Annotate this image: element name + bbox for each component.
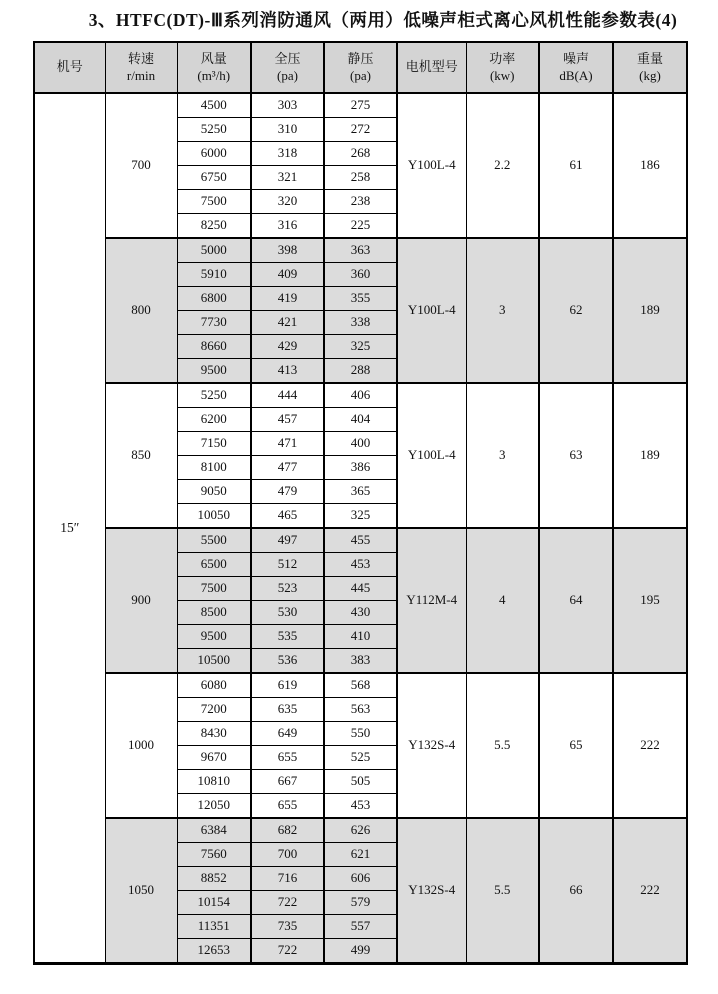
column-header-label: 功率 [489,50,516,66]
total-pressure-cell: 530 [251,601,324,625]
static-pressure-cell: 606 [324,867,397,891]
column-header-label: 风量 [200,50,227,66]
table-row [34,673,687,698]
power-cell: 3 [466,383,539,528]
speed-cell: 800 [105,238,177,383]
static-pressure-cell: 453 [324,553,397,577]
column-header-5 [324,42,397,93]
static-pressure-cell: 383 [324,649,397,674]
total-pressure-cell: 471 [251,432,324,456]
total-pressure-cell: 409 [251,263,324,287]
total-pressure-cell: 722 [251,939,324,964]
static-pressure-cell: 455 [324,528,397,553]
static-pressure-cell: 363 [324,238,397,263]
airflow-cell: 12653 [177,939,251,964]
airflow-cell: 12050 [177,794,251,819]
column-header-6 [397,42,466,93]
static-pressure-cell: 557 [324,915,397,939]
airflow-cell: 5250 [177,118,251,142]
airflow-cell: 11351 [177,915,251,939]
static-pressure-cell: 568 [324,673,397,698]
motor-model-cell: Y100L-4 [397,93,466,238]
machine-no-cell: 15″ [34,93,105,964]
table-row [34,383,687,408]
motor-model-cell: Y112M-4 [397,528,466,673]
total-pressure-cell: 535 [251,625,324,649]
total-pressure-cell: 457 [251,408,324,432]
airflow-cell: 6384 [177,818,251,843]
static-pressure-cell: 525 [324,746,397,770]
column-header-unit: (m³/h) [197,68,231,83]
speed-cell: 1050 [105,818,177,964]
total-pressure-cell: 479 [251,480,324,504]
airflow-cell: 8500 [177,601,251,625]
total-pressure-cell: 497 [251,528,324,553]
airflow-cell: 5250 [177,383,251,408]
power-cell: 5.5 [466,818,539,964]
table-row [34,93,687,118]
airflow-cell: 7200 [177,698,251,722]
noise-cell: 62 [539,238,613,383]
static-pressure-cell: 258 [324,166,397,190]
airflow-cell: 9500 [177,625,251,649]
airflow-cell: 4500 [177,93,251,118]
speed-cell: 900 [105,528,177,673]
column-header-unit: (kw) [489,68,515,83]
table-body [34,93,687,964]
airflow-cell: 6750 [177,166,251,190]
weight-cell: 222 [613,673,687,818]
airflow-cell: 8250 [177,214,251,239]
static-pressure-cell: 386 [324,456,397,480]
power-cell: 2.2 [466,93,539,238]
total-pressure-cell: 619 [251,673,324,698]
noise-cell: 66 [539,818,613,964]
static-pressure-cell: 579 [324,891,397,915]
static-pressure-cell: 238 [324,190,397,214]
column-header-unit: (pa) [277,68,298,83]
column-header-label: 重量 [636,50,663,66]
header-row [34,42,687,93]
table-header [34,42,687,93]
static-pressure-cell: 626 [324,818,397,843]
total-pressure-cell: 398 [251,238,324,263]
static-pressure-cell: 355 [324,287,397,311]
table-row [34,238,687,263]
static-pressure-cell: 272 [324,118,397,142]
airflow-cell: 7500 [177,190,251,214]
motor-model-cell: Y132S-4 [397,818,466,964]
airflow-cell: 5000 [177,238,251,263]
airflow-cell: 8852 [177,867,251,891]
airflow-cell: 6800 [177,287,251,311]
airflow-cell: 7560 [177,843,251,867]
total-pressure-cell: 700 [251,843,324,867]
airflow-cell: 10050 [177,504,251,529]
column-header-7 [466,42,539,93]
weight-cell: 222 [613,818,687,964]
column-header-unit: (kg) [639,68,661,83]
static-pressure-cell: 288 [324,359,397,384]
airflow-cell: 6000 [177,142,251,166]
weight-cell: 189 [613,238,687,383]
noise-cell: 63 [539,383,613,528]
total-pressure-cell: 523 [251,577,324,601]
column-header-unit: r/min [126,68,156,83]
total-pressure-cell: 419 [251,287,324,311]
static-pressure-cell: 430 [324,601,397,625]
airflow-cell: 8430 [177,722,251,746]
static-pressure-cell: 325 [324,504,397,529]
power-cell: 3 [466,238,539,383]
speed-cell: 850 [105,383,177,528]
total-pressure-cell: 735 [251,915,324,939]
power-cell: 4 [466,528,539,673]
total-pressure-cell: 421 [251,311,324,335]
noise-cell: 65 [539,673,613,818]
static-pressure-cell: 225 [324,214,397,239]
total-pressure-cell: 635 [251,698,324,722]
total-pressure-cell: 655 [251,794,324,819]
power-cell: 5.5 [466,673,539,818]
airflow-cell: 9670 [177,746,251,770]
airflow-cell: 5910 [177,263,251,287]
static-pressure-cell: 505 [324,770,397,794]
column-header-unit: (pa) [350,68,371,83]
total-pressure-cell: 320 [251,190,324,214]
static-pressure-cell: 404 [324,408,397,432]
column-header-label: 噪声 [562,50,589,66]
static-pressure-cell: 563 [324,698,397,722]
static-pressure-cell: 499 [324,939,397,964]
total-pressure-cell: 477 [251,456,324,480]
airflow-cell: 8660 [177,335,251,359]
column-header-1 [34,42,105,93]
total-pressure-cell: 512 [251,553,324,577]
static-pressure-cell: 325 [324,335,397,359]
total-pressure-cell: 429 [251,335,324,359]
static-pressure-cell: 445 [324,577,397,601]
total-pressure-cell: 303 [251,93,324,118]
column-header-8 [539,42,613,93]
static-pressure-cell: 360 [324,263,397,287]
fan-performance-table [33,41,688,965]
airflow-cell: 10810 [177,770,251,794]
total-pressure-cell: 655 [251,746,324,770]
total-pressure-cell: 716 [251,867,324,891]
total-pressure-cell: 536 [251,649,324,674]
airflow-cell: 7150 [177,432,251,456]
total-pressure-cell: 649 [251,722,324,746]
weight-cell: 186 [613,93,687,238]
airflow-cell: 7730 [177,311,251,335]
page [0,7,718,965]
page-title: 3、HTFC(DT)-Ⅲ系列消防通风（两用）低噪声柜式离心风机性能参数表(4) [88,10,678,30]
motor-model-cell: Y132S-4 [397,673,466,818]
total-pressure-cell: 318 [251,142,324,166]
weight-cell: 195 [613,528,687,673]
column-header-label: 转速 [127,50,154,66]
column-header-label: 机号 [56,59,83,75]
speed-cell: 700 [105,93,177,238]
column-header-9 [613,42,687,93]
column-header-4 [251,42,324,93]
airflow-cell: 6080 [177,673,251,698]
noise-cell: 61 [539,93,613,238]
column-header-label: 电机型号 [405,59,458,75]
total-pressure-cell: 682 [251,818,324,843]
airflow-cell: 5500 [177,528,251,553]
static-pressure-cell: 406 [324,383,397,408]
airflow-cell: 10500 [177,649,251,674]
total-pressure-cell: 722 [251,891,324,915]
column-header-label: 静压 [347,50,374,66]
motor-model-cell: Y100L-4 [397,238,466,383]
table-row [34,818,687,843]
static-pressure-cell: 410 [324,625,397,649]
speed-cell: 1000 [105,673,177,818]
static-pressure-cell: 453 [324,794,397,819]
airflow-cell: 6500 [177,553,251,577]
noise-cell: 64 [539,528,613,673]
column-header-2 [105,42,177,93]
airflow-cell: 9500 [177,359,251,384]
column-header-unit: dB(A) [559,68,593,83]
static-pressure-cell: 338 [324,311,397,335]
static-pressure-cell: 621 [324,843,397,867]
column-header-label: 全压 [274,50,301,66]
airflow-cell: 7500 [177,577,251,601]
static-pressure-cell: 365 [324,480,397,504]
total-pressure-cell: 321 [251,166,324,190]
total-pressure-cell: 465 [251,504,324,529]
column-header-3 [177,42,251,93]
total-pressure-cell: 413 [251,359,324,384]
static-pressure-cell: 268 [324,142,397,166]
total-pressure-cell: 444 [251,383,324,408]
airflow-cell: 10154 [177,891,251,915]
airflow-cell: 9050 [177,480,251,504]
total-pressure-cell: 310 [251,118,324,142]
weight-cell: 189 [613,383,687,528]
static-pressure-cell: 400 [324,432,397,456]
airflow-cell: 8100 [177,456,251,480]
static-pressure-cell: 550 [324,722,397,746]
motor-model-cell: Y100L-4 [397,383,466,528]
table-row [34,528,687,553]
total-pressure-cell: 316 [251,214,324,239]
airflow-cell: 6200 [177,408,251,432]
static-pressure-cell: 275 [324,93,397,118]
total-pressure-cell: 667 [251,770,324,794]
